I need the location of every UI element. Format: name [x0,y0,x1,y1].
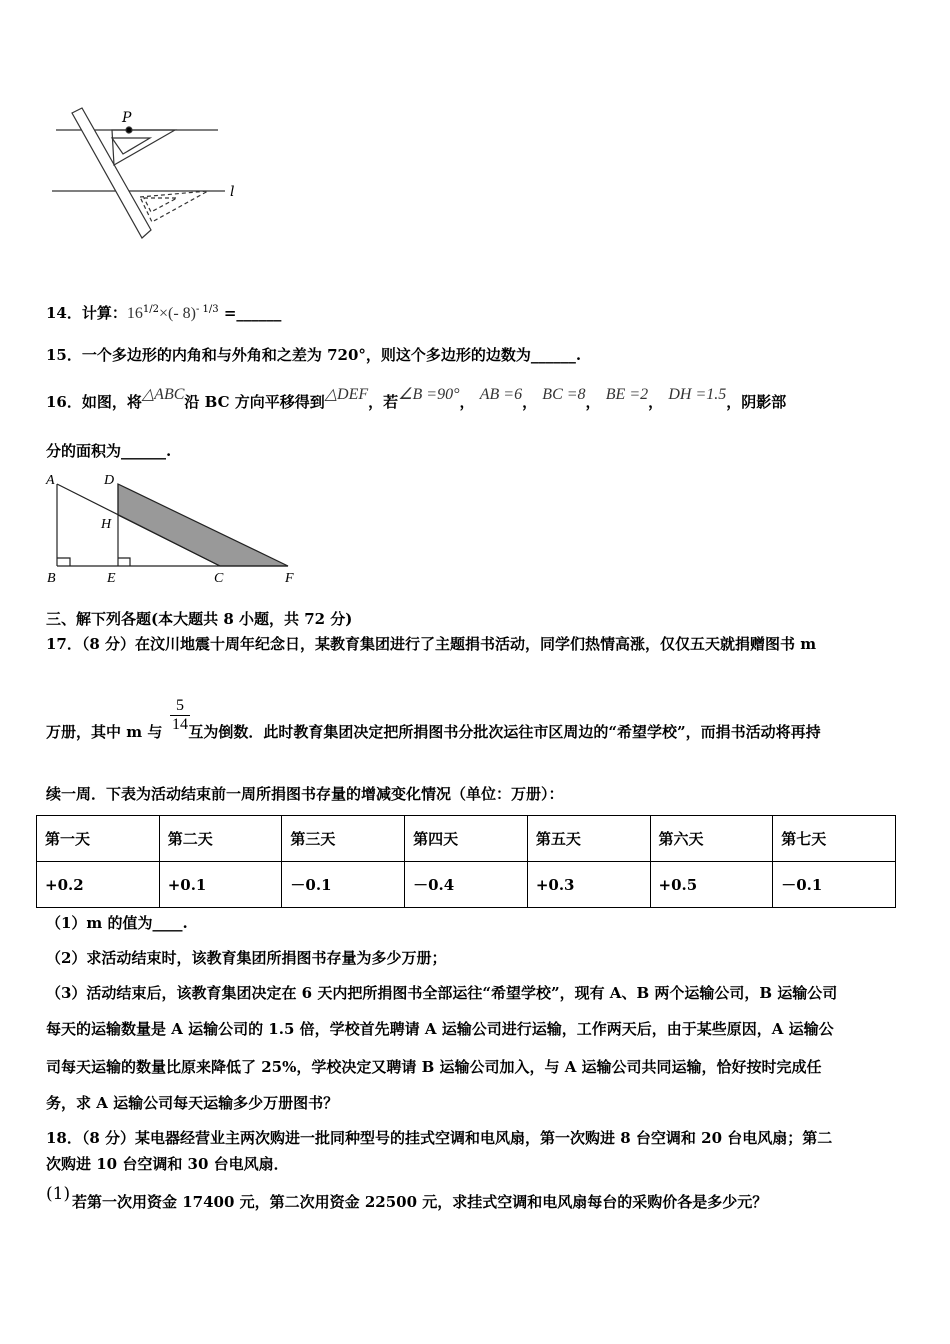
q16-cond: BC =8 [542,386,586,403]
table-header: 第一天 [37,816,160,862]
q16-cond: BE =2 [605,386,649,403]
svg-text:H: H [101,517,112,532]
table-header: 第六天 [650,816,773,862]
q17-sub1: （1）m 的值为____. [46,914,188,932]
q18-sub1-marker: (1) [46,1184,71,1204]
table-header: 第二天 [159,816,282,862]
table-cell: +0.3 [527,862,650,908]
q18-sub1: 若第一次用资金 17400 元，第二次用资金 22500 元，求挂式空调和电风扇每台的采购价各是多少元？ [72,1193,768,1211]
frac-den: 14 [172,716,188,733]
table-cell: －0.1 [282,862,405,908]
section-title: 三、解下列各题(本大题共 8 小题，共 72 分) [46,610,353,628]
label-l: l [230,184,235,200]
question-17-line2 [46,722,821,742]
q14-mid: ×(- 8) [158,305,196,322]
svg-text:D: D [104,473,115,488]
q16-text3: ，若 [368,393,399,411]
q16-text2: 沿 BC 方向平移得到 [184,393,325,411]
table-cell: +0.5 [650,862,773,908]
q17-sub3-line4: 务，求 A 运输公司每天运输多少万册图书？ [46,1094,339,1112]
question-18-line2: 次购进 10 台空调和 30 台电风扇． [46,1155,289,1173]
q14-prefix: 14．计算： [46,304,127,322]
question-18-line1: 18．（8 分）某电器经营业主两次购进一批同种型号的挂式空调和电风扇，第一次购进 8 台空调和 20 台电风扇；第二 [46,1129,833,1147]
question-16: 16．如图，将△ABC沿 BC 方向平移得到△DEF，若∠B =90°， AB =6， BC =8， BE =2， DH =1.5，阴影部 [46,386,787,411]
table-header: 第七天 [773,816,896,862]
q16-text: 16．如图，将 [46,393,142,411]
q14-exp2: - 1/3 [195,304,219,315]
q16-cond: DH =1.5 [668,386,727,403]
table-row [37,862,896,908]
q17-sub2: （2）求活动结束时，该教育集团所捐图书存量为多少万册； [46,949,447,967]
q17-sub3-line1: （3）活动结束后，该教育集团决定在 6 天内把所捐图书全部运往“希望学校”，现有 A、B 两个运输公司，B 运输公司 [46,984,838,1002]
q14-blank: =______ [218,304,282,322]
point-p [126,127,132,133]
q16-abc: △ABC [141,386,185,403]
question-14 [46,300,281,324]
q16-def: △DEF [324,386,369,403]
svg-text:B: B [47,571,56,586]
table-header: 第五天 [527,816,650,862]
q16-cond: AB =6 [479,386,523,403]
q14-base: 16 [126,305,143,322]
table-cell: －0.4 [405,862,528,908]
table-cell: －0.1 [773,862,896,908]
label-p: P [122,110,132,126]
table-header: 第三天 [282,816,405,862]
svg-text:E: E [107,571,116,586]
q17-sub3-line2: 每天的运输数量是 A 运输公司的 1.5 倍，学校首先聘请 A 运输公司进行运输，工作两天后，由于某些原因，A 运输公 [46,1020,834,1038]
frac-num: 5 [176,697,184,714]
question-16-line2: 分的面积为______. [46,442,172,460]
svg-text:A: A [46,473,55,488]
q16-text4: ，阴影部 [726,393,787,411]
q14-exp1: 1/2 [142,304,159,315]
q16-cond: ∠B =90° [398,386,460,403]
question-17-line3: 续一周．下表为活动结束前一周所捐图书存量的增减变化情况（单位：万册）： [46,785,564,803]
figure-ruler-triangle [52,108,234,238]
table-header: 第四天 [405,816,528,862]
question-17-line1: 17．（8 分）在汶川地震十周年纪念日，某教育集团进行了主题捐书活动，同学们热情高涨，仅仅五天就捐赠图书 m [46,635,817,653]
svg-text:C: C [214,571,224,586]
q17-sub3-line3: 司每天运输的数量比原来降低了 25%，学校决定又聘请 B 运输公司加入，与 A 运输公司共同运输，恰好按时完成任 [46,1058,822,1076]
q17-text: 万册，其中 m 与 [46,723,163,741]
q17-text2: 互为倒数．此时教育集团决定把所捐图书分批次运往市区周边的“希望学校”，而捐书活动将再持 [188,723,821,741]
table-header-row [37,816,896,862]
table-cell: +0.2 [37,862,160,908]
question-15: 15．一个多边形的内角和与外角和之差为 720°，则这个多边形的边数为______. [46,346,582,364]
figure-triangles [45,473,294,586]
stock-change-table [36,815,896,908]
table-cell: +0.1 [159,862,282,908]
svg-text:F: F [285,571,294,586]
